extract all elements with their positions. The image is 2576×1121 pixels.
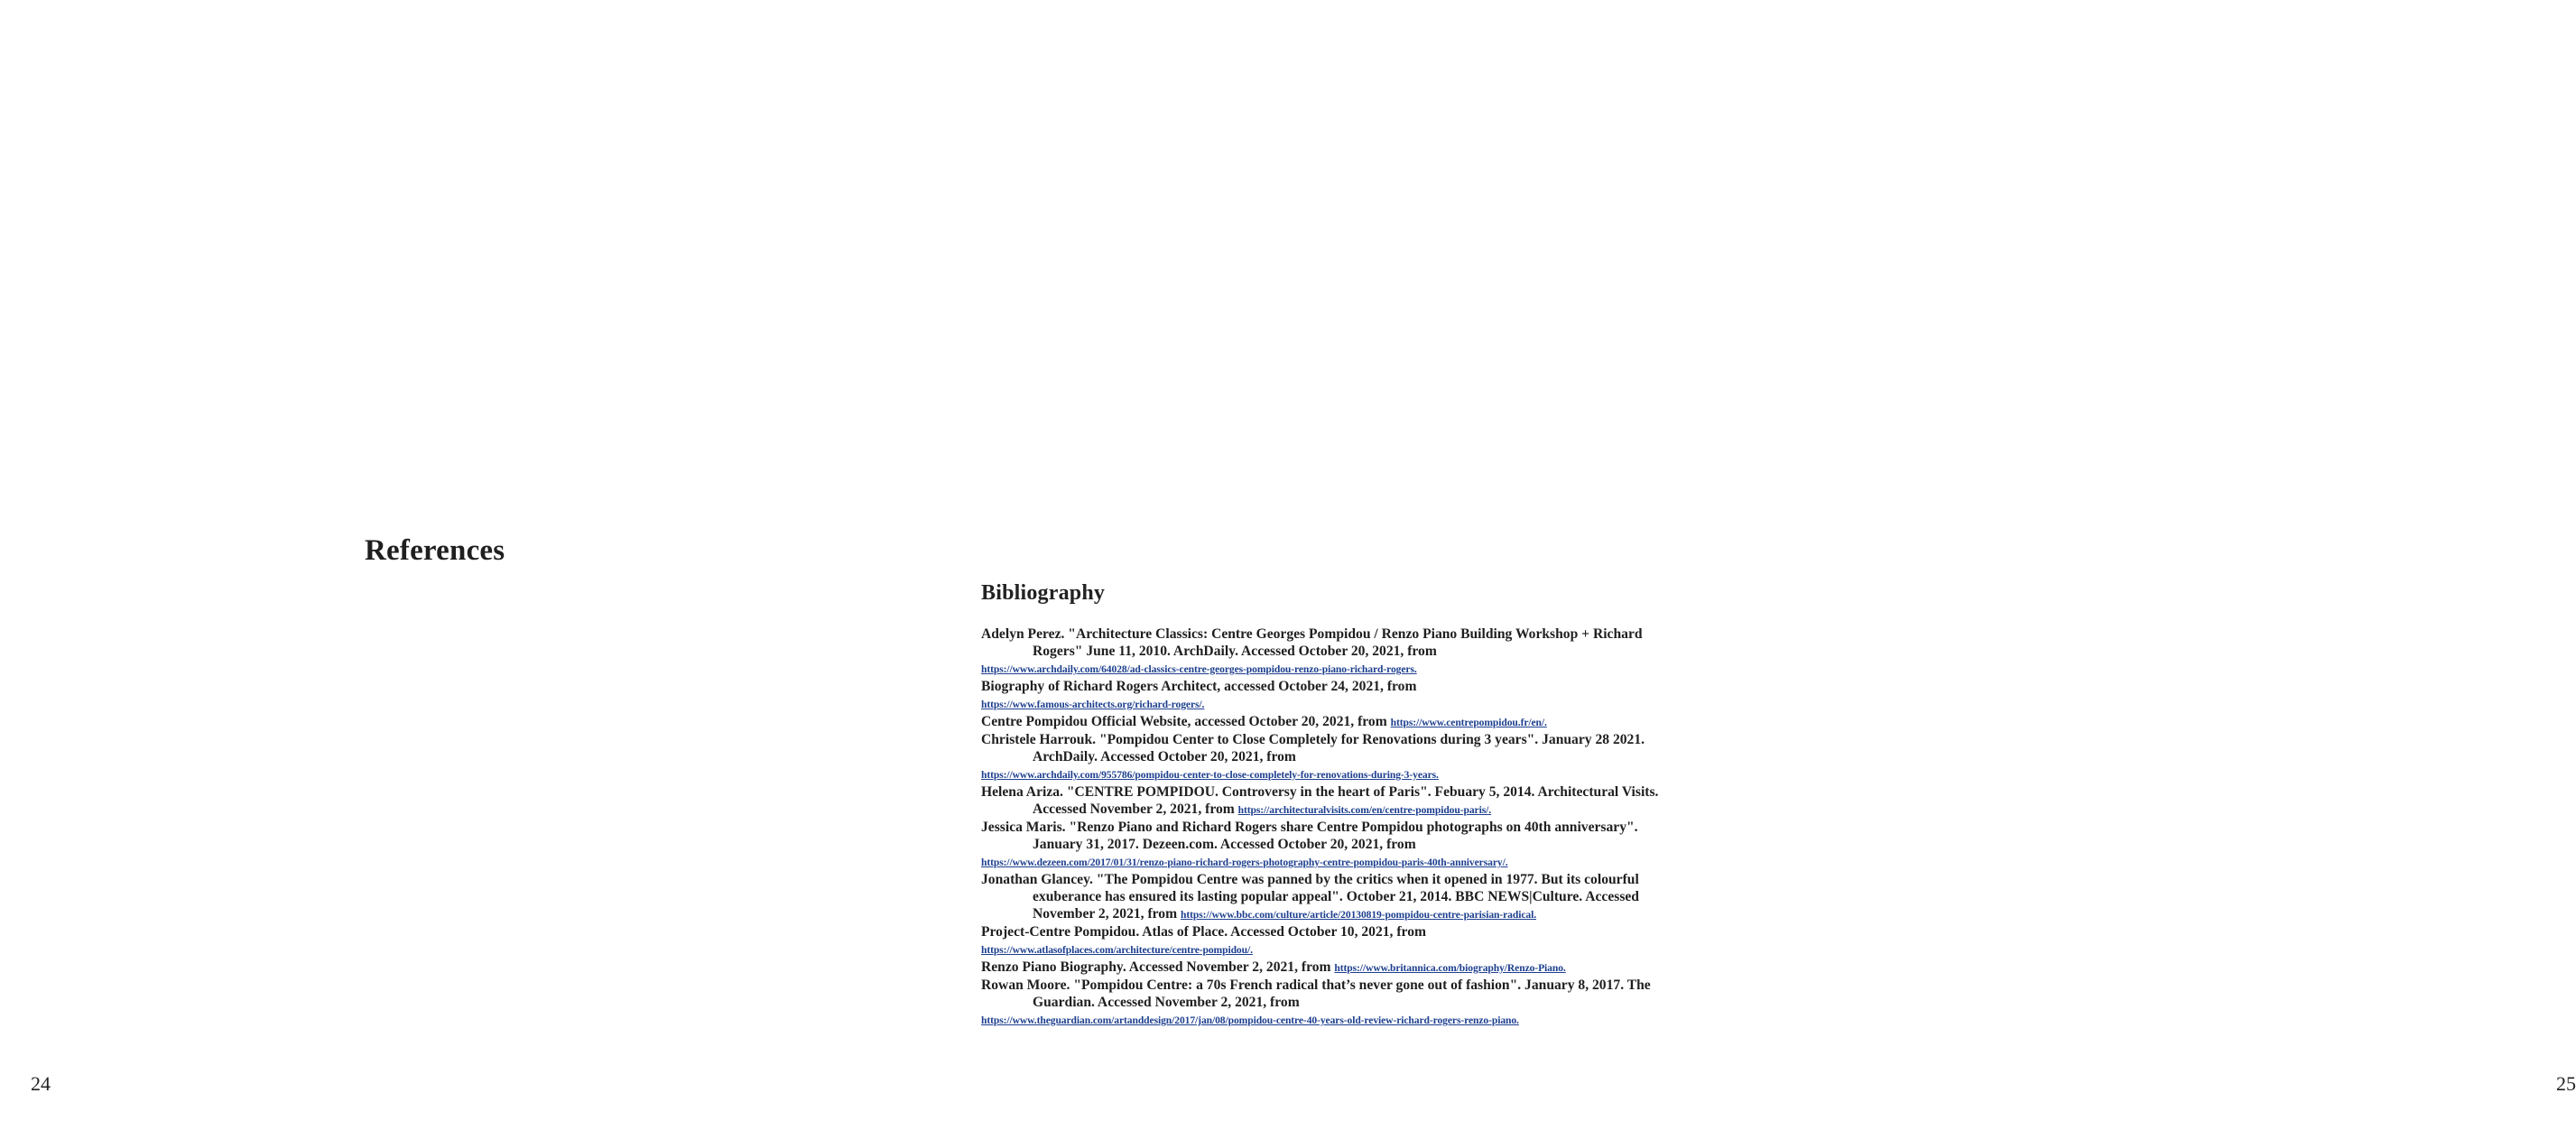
entry-link[interactable]: https://www.famous-architects.org/richard-rogers/. bbox=[981, 699, 1205, 710]
entry-text: Christele Harrouk. "Pompidou Center to Close Completely for Renovations during 3 years". January 28 2021. ArchDaily. Accessed October 20, 2021, from bbox=[981, 732, 1645, 764]
bibliography-section bbox=[981, 581, 1685, 1029]
bibliography-entry bbox=[981, 678, 1685, 713]
bibliography-entry bbox=[981, 871, 1685, 923]
entry-link[interactable]: https://www.archdaily.com/955786/pompidou-center-to-close-completely-for-renovations-during-3-years. bbox=[981, 769, 1439, 781]
bibliography-entry bbox=[981, 923, 1685, 959]
entry-text: Biography of Richard Rogers Architect, accessed October 24, 2021, from bbox=[981, 679, 1417, 694]
entry-text: Jonathan Glancey. "The Pompidou Centre was panned by the critics when it opened in 1977. But its colourful exuberance has ensured its lasting popular appeal". October 21, 2014. BBC NEWS|Culture. Accessed November 2, 2021, from bbox=[981, 872, 1639, 922]
entry-text: Project-Centre Pompidou. Atlas of Place. Accessed October 10, 2021, from bbox=[981, 924, 1426, 940]
entry-link[interactable]: https://www.bbc.com/culture/article/20130819-pompidou-centre-parisian-radical. bbox=[1181, 909, 1537, 921]
bibliography-entry bbox=[981, 731, 1685, 783]
entry-link[interactable]: https://www.atlasofplaces.com/architecture/centre-pompidou/. bbox=[981, 944, 1253, 956]
entry-link[interactable]: https://www.britannica.com/biography/Renzo-Piano. bbox=[1334, 962, 1566, 974]
entry-text: Centre Pompidou Official Website, accessed October 20, 2021, from bbox=[981, 714, 1387, 729]
entry-text: Renzo Piano Biography. Accessed November 2, 2021, from bbox=[981, 959, 1331, 975]
entry-text: Rowan Moore. "Pompidou Centre: a 70s French radical that’s never gone out of fashion". January 8, 2017. The Guardian. Accessed November 2, 2021, from bbox=[981, 977, 1651, 1010]
bibliography-entry bbox=[981, 977, 1685, 1029]
entry-link[interactable]: https://www.archdaily.com/64028/ad-classics-centre-georges-pompidou-renzo-piano-richard-rogers. bbox=[981, 663, 1417, 675]
bibliography-title: Bibliography bbox=[981, 581, 1106, 605]
bibliography-entry bbox=[981, 783, 1685, 819]
bibliography-entry bbox=[981, 625, 1685, 678]
left-page bbox=[0, 0, 866, 1121]
entry-text: Helena Ariza. "CENTRE POMPIDOU. Controversy in the heart of Paris". Febuary 5, 2014. Architectural Visits. Accessed November 2, 2021, from bbox=[981, 784, 1659, 817]
page-number-right: 25 bbox=[2556, 1072, 2576, 1095]
bibliography-entry bbox=[981, 713, 1685, 731]
entry-link[interactable]: https://www.theguardian.com/artanddesign/2017/jan/08/pompidou-centre-40-years-old-review-richard-rogers-renzo-piano. bbox=[981, 1014, 1519, 1026]
entry-link[interactable]: https://www.dezeen.com/2017/01/31/renzo-piano-richard-rogers-photography-centre-pompidou-paris-40th-anniversary/. bbox=[981, 857, 1508, 868]
page-title: References bbox=[365, 534, 505, 567]
bibliography-entry bbox=[981, 959, 1685, 977]
page-number-left: 24 bbox=[31, 1072, 51, 1095]
bibliography-list bbox=[981, 625, 1685, 1029]
bibliography-entry bbox=[981, 819, 1685, 871]
entry-link[interactable]: https://architecturalvisits.com/en/centre-pompidou-paris/. bbox=[1237, 804, 1492, 816]
entry-text: Adelyn Perez. "Architecture Classics: Centre Georges Pompidou / Renzo Piano Building Workshop + Richard Rogers" June 11, 2010. ArchDaily. Accessed October 20, 2021, from bbox=[981, 626, 1643, 659]
entry-text: Jessica Maris. "Renzo Piano and Richard Rogers share Centre Pompidou photographs on 40th anniversary". January 31, 2017. Dezeen.com. Accessed October 20, 2021, from bbox=[981, 820, 1638, 852]
right-page bbox=[866, 0, 2576, 1121]
entry-link[interactable]: https://www.centrepompidou.fr/en/. bbox=[1390, 717, 1547, 728]
